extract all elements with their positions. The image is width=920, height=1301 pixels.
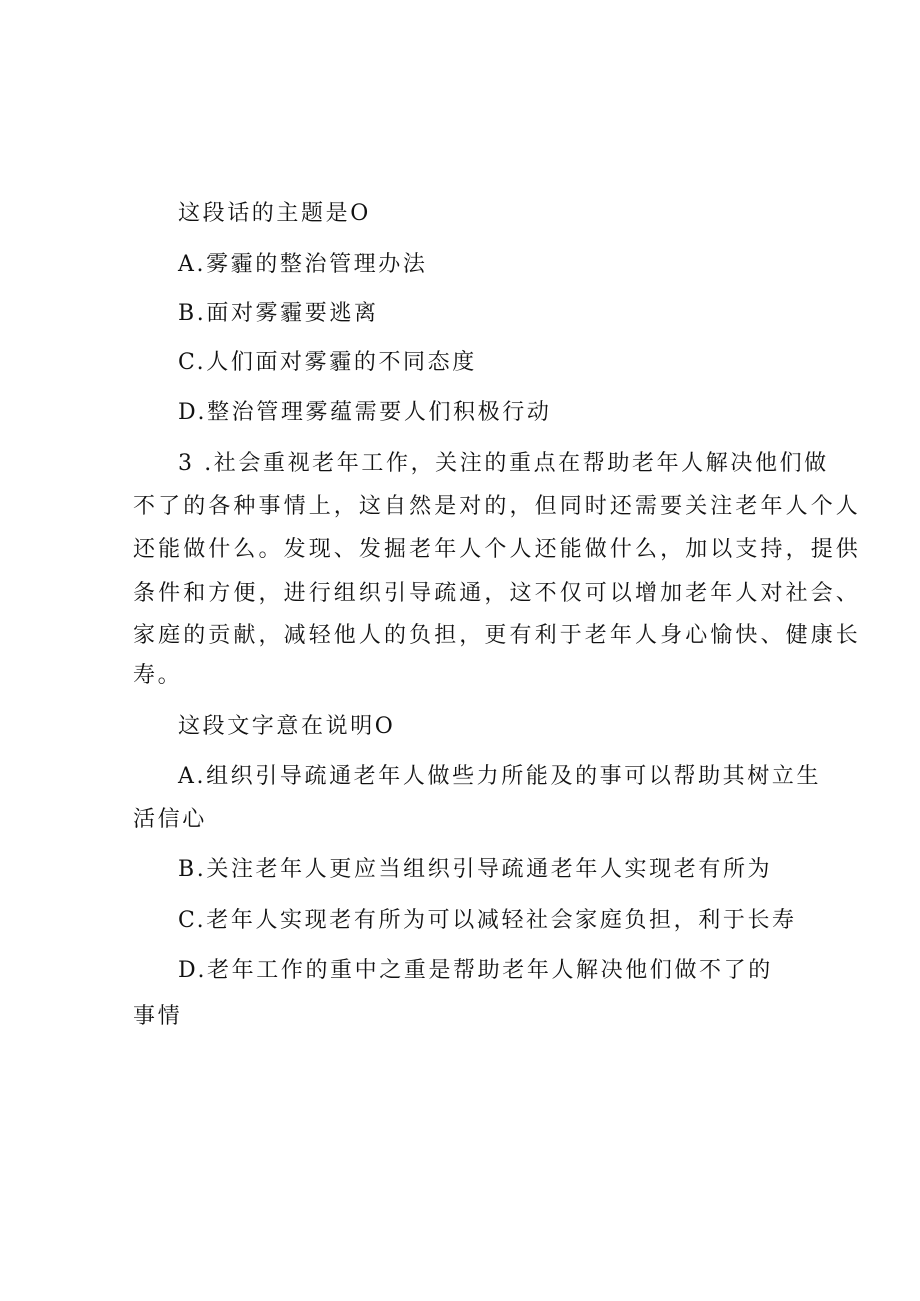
q2-stem: 这段话的主题是O (178, 201, 371, 226)
q3-option-a: A.组织引导疏通老年人做些力所能及的事可以帮助其树立生 (178, 764, 822, 789)
q2-option-b: B.面对雾霾要逃离 (178, 301, 379, 326)
q3-passage-line: 不了的各种事情上，这自然是对的，但同时还需要关注老年人个人 (133, 494, 861, 519)
q3-stem: 这段文字意在说明O (178, 714, 396, 739)
q3-option-b: B.关注老年人更应当组织引导疏通老年人实现老有所为 (178, 857, 773, 882)
q3-option-a-continued: 活信心 (133, 807, 207, 832)
q3-option-c: C.老年人实现老有所为可以减轻社会家庭负担，利于长寿 (178, 908, 797, 933)
q3-passage-line: 还能做什么。发现、发掘老年人个人还能做什么，加以支持，提供 (133, 537, 861, 562)
q2-option-d: D.整治管理雾蕴需要人们积极行动 (178, 400, 552, 425)
q3-passage-line: 家庭的贡献，减轻他人的负担，更有利于老年人身心愉快、健康长 (133, 623, 861, 648)
q3-passage-line: 3 .社会重视老年工作，关注的重点在帮助老年人解决他们做 (178, 451, 829, 476)
q3-option-d: D.老年工作的重中之重是帮助老年人解决他们做不了的 (178, 958, 773, 983)
q2-option-c: C.人们面对雾霾的不同态度 (178, 350, 477, 375)
q3-passage-line: 条件和方便，进行组织引导疏通，这不仅可以增加老年人对社会、 (133, 581, 861, 606)
q2-option-a: A.雾霾的整治管理办法 (178, 252, 428, 277)
q3-passage-line: 寿。 (133, 663, 183, 688)
q3-option-d-continued: 事情 (133, 1004, 183, 1029)
